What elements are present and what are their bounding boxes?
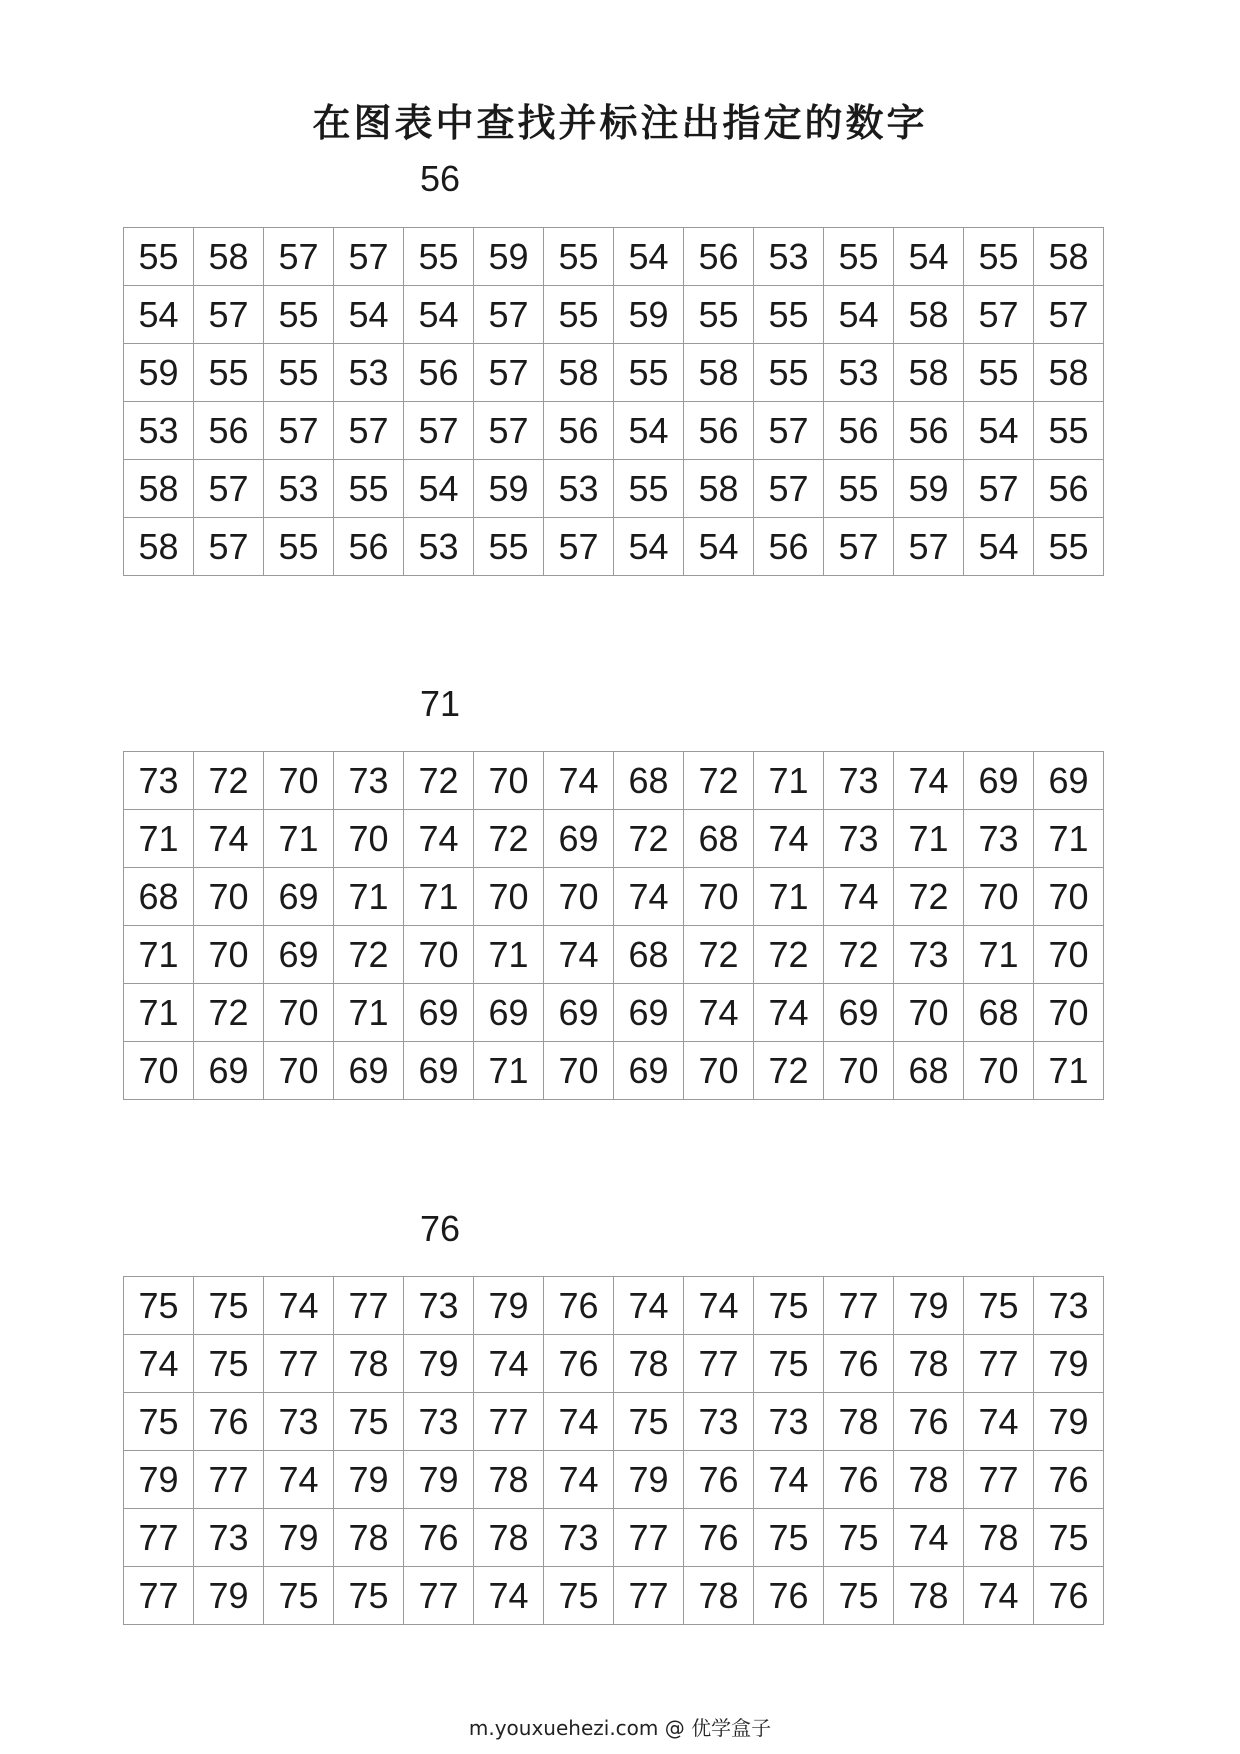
grid-cell[interactable]: 74 (264, 1277, 334, 1335)
grid-cell[interactable]: 73 (264, 1393, 334, 1451)
target-number-2: 71 (420, 683, 461, 724)
grid-row (124, 810, 1104, 868)
grid-cell[interactable]: 57 (404, 402, 474, 460)
number-grid-2 (123, 751, 1104, 1100)
grid-row (124, 402, 1104, 460)
grid-cell[interactable]: 77 (124, 1509, 194, 1567)
grid-cell[interactable]: 58 (1034, 344, 1104, 402)
grid-cell[interactable]: 78 (824, 1393, 894, 1451)
grid-cell[interactable]: 70 (124, 1042, 194, 1100)
grid-cell[interactable]: 69 (194, 1042, 264, 1100)
grid-cell[interactable]: 55 (1034, 518, 1104, 576)
grid-cell[interactable]: 70 (544, 1042, 614, 1100)
grid-cell[interactable]: 72 (754, 926, 824, 984)
grid-cell[interactable]: 58 (684, 460, 754, 518)
grid-cell[interactable]: 76 (684, 1509, 754, 1567)
target-number-3: 76 (420, 1208, 461, 1249)
grid-cell[interactable]: 57 (474, 402, 544, 460)
grid-cell[interactable]: 79 (334, 1451, 404, 1509)
grid-cell[interactable]: 76 (684, 1451, 754, 1509)
grid-cell[interactable]: 57 (264, 402, 334, 460)
grid-cell[interactable]: 77 (964, 1451, 1034, 1509)
grid-cell[interactable]: 57 (334, 402, 404, 460)
grid-cell[interactable]: 54 (824, 286, 894, 344)
grid-cell[interactable]: 76 (824, 1335, 894, 1393)
grid-cell[interactable]: 72 (894, 868, 964, 926)
grid-cell[interactable]: 53 (124, 402, 194, 460)
grid-cell[interactable]: 55 (544, 286, 614, 344)
grid-cell[interactable]: 75 (1034, 1509, 1104, 1567)
grid-cell[interactable]: 79 (404, 1335, 474, 1393)
grid-cell[interactable]: 54 (614, 228, 684, 286)
grid-cell[interactable]: 74 (264, 1451, 334, 1509)
grid-cell[interactable]: 71 (1034, 1042, 1104, 1100)
grid-cell[interactable]: 71 (264, 810, 334, 868)
grid-cell[interactable]: 58 (1034, 228, 1104, 286)
grid-cell[interactable]: 70 (684, 868, 754, 926)
grid-cell[interactable]: 55 (264, 286, 334, 344)
grid-cell[interactable]: 70 (964, 868, 1034, 926)
grid-cell[interactable]: 54 (124, 286, 194, 344)
grid-cell[interactable]: 57 (264, 228, 334, 286)
grid-cell[interactable]: 70 (684, 1042, 754, 1100)
grid-cell[interactable]: 75 (824, 1509, 894, 1567)
grid-cell[interactable]: 74 (964, 1567, 1034, 1625)
grid-cell[interactable]: 57 (474, 286, 544, 344)
grid-cell[interactable]: 69 (404, 1042, 474, 1100)
grid-row (124, 286, 1104, 344)
grid-cell[interactable]: 53 (404, 518, 474, 576)
grid-cell[interactable]: 70 (824, 1042, 894, 1100)
grid-cell[interactable]: 74 (544, 1393, 614, 1451)
grid-cell[interactable]: 68 (684, 810, 754, 868)
grid-cell[interactable]: 72 (194, 752, 264, 810)
grid-cell[interactable]: 74 (824, 868, 894, 926)
grid-cell[interactable]: 73 (1034, 1277, 1104, 1335)
grid-cell[interactable]: 77 (614, 1567, 684, 1625)
grid-cell[interactable]: 71 (754, 868, 824, 926)
grid-cell[interactable]: 77 (404, 1567, 474, 1625)
grid-cell[interactable]: 73 (894, 926, 964, 984)
grid-cell[interactable]: 76 (544, 1335, 614, 1393)
grid-cell[interactable]: 70 (894, 984, 964, 1042)
grid-cell[interactable]: 55 (964, 228, 1034, 286)
grid-cell[interactable]: 73 (824, 810, 894, 868)
grid-cell[interactable]: 72 (334, 926, 404, 984)
grid-cell[interactable]: 58 (124, 518, 194, 576)
grid-cell[interactable]: 54 (614, 518, 684, 576)
grid-cell[interactable]: 74 (404, 810, 474, 868)
grid-cell[interactable]: 76 (1034, 1451, 1104, 1509)
grid-cell[interactable]: 57 (894, 518, 964, 576)
grid-cell[interactable]: 57 (194, 460, 264, 518)
grid-cell[interactable]: 72 (684, 926, 754, 984)
grid-row (124, 1277, 1104, 1335)
grid-cell[interactable]: 72 (194, 984, 264, 1042)
grid-cell[interactable]: 56 (684, 228, 754, 286)
grid-row (124, 752, 1104, 810)
grid-cell[interactable]: 57 (544, 518, 614, 576)
grid-cell[interactable]: 69 (544, 984, 614, 1042)
grid-cell[interactable]: 71 (474, 1042, 544, 1100)
grid-cell[interactable]: 75 (194, 1277, 264, 1335)
grid-row (124, 1567, 1104, 1625)
grid-cell[interactable]: 69 (824, 984, 894, 1042)
grid-cell[interactable]: 56 (824, 402, 894, 460)
grid-cell[interactable]: 55 (124, 228, 194, 286)
grid-cell[interactable]: 74 (614, 868, 684, 926)
grid-cell[interactable]: 78 (614, 1335, 684, 1393)
grid-cell[interactable]: 55 (684, 286, 754, 344)
grid-cell[interactable]: 54 (334, 286, 404, 344)
grid-cell[interactable]: 56 (1034, 460, 1104, 518)
grid-cell[interactable]: 57 (194, 518, 264, 576)
target-number-1: 56 (420, 158, 461, 199)
grid-cell[interactable]: 53 (264, 460, 334, 518)
grid-cell[interactable]: 74 (684, 1277, 754, 1335)
grid-cell[interactable]: 69 (1034, 752, 1104, 810)
grid-cell[interactable]: 70 (544, 868, 614, 926)
grid-cell[interactable]: 75 (264, 1567, 334, 1625)
grid-cell[interactable]: 77 (684, 1335, 754, 1393)
grid-row (124, 1042, 1104, 1100)
grid-cell[interactable]: 71 (894, 810, 964, 868)
grid-cell[interactable]: 75 (754, 1509, 824, 1567)
grid-cell[interactable]: 57 (964, 460, 1034, 518)
grid-cell[interactable]: 77 (614, 1509, 684, 1567)
grid-cell[interactable]: 76 (754, 1567, 824, 1625)
grid-cell[interactable]: 73 (964, 810, 1034, 868)
grid-cell[interactable]: 71 (124, 984, 194, 1042)
grid-cell[interactable]: 74 (544, 1451, 614, 1509)
grid-cell[interactable]: 76 (894, 1393, 964, 1451)
grid-cell[interactable]: 78 (334, 1335, 404, 1393)
grid-cell[interactable]: 55 (754, 286, 824, 344)
grid-row (124, 1451, 1104, 1509)
grid-cell[interactable]: 53 (754, 228, 824, 286)
grid-cell[interactable]: 75 (754, 1277, 824, 1335)
grid-cell[interactable]: 68 (894, 1042, 964, 1100)
grid-cell[interactable]: 56 (404, 344, 474, 402)
grid-cell[interactable]: 78 (474, 1509, 544, 1567)
grid-cell[interactable]: 55 (1034, 402, 1104, 460)
grid-cell[interactable]: 69 (264, 868, 334, 926)
grid-cell[interactable]: 53 (824, 344, 894, 402)
grid-cell[interactable]: 71 (124, 926, 194, 984)
grid-cell[interactable]: 71 (404, 868, 474, 926)
grid-cell[interactable]: 79 (1034, 1335, 1104, 1393)
grid-cell[interactable]: 69 (544, 810, 614, 868)
grid-cell[interactable]: 54 (964, 402, 1034, 460)
grid-cell[interactable]: 59 (894, 460, 964, 518)
grid-cell[interactable]: 74 (124, 1335, 194, 1393)
grid-cell[interactable]: 55 (334, 460, 404, 518)
grid-cell[interactable]: 79 (404, 1451, 474, 1509)
grid-row (124, 518, 1104, 576)
grid-cell[interactable]: 74 (754, 1451, 824, 1509)
grid-cell[interactable]: 75 (124, 1277, 194, 1335)
grid-cell[interactable]: 55 (754, 344, 824, 402)
grid-cell[interactable]: 75 (124, 1393, 194, 1451)
grid-cell[interactable]: 68 (124, 868, 194, 926)
number-grid-1 (123, 227, 1104, 576)
grid-cell[interactable]: 75 (334, 1393, 404, 1451)
grid-cell[interactable]: 75 (614, 1393, 684, 1451)
grid-cell[interactable]: 70 (1034, 926, 1104, 984)
grid-cell[interactable]: 73 (754, 1393, 824, 1451)
grid-cell[interactable]: 72 (824, 926, 894, 984)
grid-cell[interactable]: 79 (474, 1277, 544, 1335)
grid-cell[interactable]: 70 (1034, 868, 1104, 926)
grid-cell[interactable]: 55 (264, 518, 334, 576)
grid-cell[interactable]: 70 (334, 810, 404, 868)
grid-cell[interactable]: 75 (964, 1277, 1034, 1335)
grid-cell[interactable]: 56 (544, 402, 614, 460)
grid-cell[interactable]: 69 (614, 984, 684, 1042)
grid-cell[interactable]: 69 (264, 926, 334, 984)
grid-cell[interactable]: 59 (614, 286, 684, 344)
grid-cell[interactable]: 75 (824, 1567, 894, 1625)
footer-watermark: m.youxuehezi.com @ 优学盒子 (468, 1716, 772, 1740)
grid-cell[interactable]: 57 (474, 344, 544, 402)
grid-cell[interactable]: 55 (824, 228, 894, 286)
grid-cell[interactable]: 55 (824, 460, 894, 518)
grid-cell[interactable]: 70 (264, 1042, 334, 1100)
grid-cell[interactable]: 73 (334, 752, 404, 810)
grid-cell[interactable]: 74 (614, 1277, 684, 1335)
grid-cell[interactable]: 74 (894, 1509, 964, 1567)
grid-cell[interactable]: 55 (474, 518, 544, 576)
grid-cell[interactable]: 69 (404, 984, 474, 1042)
grid-cell[interactable]: 58 (894, 344, 964, 402)
grid-cell[interactable]: 69 (334, 1042, 404, 1100)
grid-cell[interactable]: 68 (964, 984, 1034, 1042)
grid-cell[interactable]: 74 (754, 984, 824, 1042)
grid-cell[interactable]: 79 (194, 1567, 264, 1625)
grid-cell[interactable]: 58 (124, 460, 194, 518)
grid-cell[interactable]: 70 (194, 926, 264, 984)
grid-cell[interactable]: 70 (474, 868, 544, 926)
grid-cell[interactable]: 59 (474, 228, 544, 286)
grid-cell[interactable]: 59 (124, 344, 194, 402)
grid-cell[interactable]: 55 (404, 228, 474, 286)
grid-cell[interactable]: 73 (404, 1393, 474, 1451)
grid-cell[interactable]: 78 (684, 1567, 754, 1625)
grid-cell[interactable]: 78 (894, 1451, 964, 1509)
grid-row (124, 926, 1104, 984)
grid-cell[interactable]: 58 (194, 228, 264, 286)
grid-cell[interactable]: 56 (754, 518, 824, 576)
grid-row (124, 228, 1104, 286)
grid-cell[interactable]: 75 (544, 1567, 614, 1625)
grid-cell[interactable]: 55 (614, 460, 684, 518)
grid-cell[interactable]: 77 (124, 1567, 194, 1625)
grid-cell[interactable]: 77 (334, 1277, 404, 1335)
grid-cell[interactable]: 72 (474, 810, 544, 868)
grid-cell[interactable]: 76 (194, 1393, 264, 1451)
grid-cell[interactable]: 68 (614, 752, 684, 810)
grid-cell[interactable]: 54 (404, 460, 474, 518)
grid-cell[interactable]: 56 (894, 402, 964, 460)
grid-cell[interactable]: 73 (124, 752, 194, 810)
grid-cell[interactable]: 56 (334, 518, 404, 576)
grid-cell[interactable]: 70 (474, 752, 544, 810)
grid-cell[interactable]: 57 (334, 228, 404, 286)
grid-cell[interactable]: 70 (1034, 984, 1104, 1042)
grid-cell[interactable]: 70 (404, 926, 474, 984)
grid-cell[interactable]: 77 (824, 1277, 894, 1335)
grid-cell[interactable]: 55 (964, 344, 1034, 402)
grid-cell[interactable]: 79 (1034, 1393, 1104, 1451)
grid-cell[interactable]: 70 (264, 984, 334, 1042)
grid-row (124, 1509, 1104, 1567)
grid-row (124, 984, 1104, 1042)
grid-cell[interactable]: 56 (684, 402, 754, 460)
grid-cell[interactable]: 70 (194, 868, 264, 926)
grid-cell[interactable]: 74 (964, 1393, 1034, 1451)
grid-cell[interactable]: 55 (264, 344, 334, 402)
grid-cell[interactable]: 77 (474, 1393, 544, 1451)
grid-cell[interactable]: 55 (194, 344, 264, 402)
grid-cell[interactable]: 58 (544, 344, 614, 402)
grid-cell[interactable]: 71 (474, 926, 544, 984)
grid-cell[interactable]: 54 (684, 518, 754, 576)
grid-cell[interactable]: 76 (404, 1509, 474, 1567)
grid-cell[interactable]: 56 (194, 402, 264, 460)
grid-cell[interactable]: 72 (684, 752, 754, 810)
grid-cell[interactable]: 71 (334, 984, 404, 1042)
grid-cell[interactable]: 59 (474, 460, 544, 518)
grid-cell[interactable]: 74 (684, 984, 754, 1042)
grid-cell[interactable]: 74 (474, 1567, 544, 1625)
grid-cell[interactable]: 69 (964, 752, 1034, 810)
grid-cell[interactable]: 75 (334, 1567, 404, 1625)
grid-cell[interactable]: 78 (964, 1509, 1034, 1567)
grid-cell[interactable]: 78 (894, 1567, 964, 1625)
grid-cell[interactable]: 72 (614, 810, 684, 868)
grid-cell[interactable]: 74 (474, 1335, 544, 1393)
grid-cell[interactable]: 74 (544, 752, 614, 810)
grid-cell[interactable]: 53 (544, 460, 614, 518)
grid-cell[interactable]: 57 (1034, 286, 1104, 344)
grid-cell[interactable]: 74 (194, 810, 264, 868)
grid-cell[interactable]: 76 (824, 1451, 894, 1509)
grid-cell[interactable]: 73 (404, 1277, 474, 1335)
grid-cell[interactable]: 57 (754, 402, 824, 460)
grid-cell[interactable]: 75 (194, 1335, 264, 1393)
grid-cell[interactable]: 58 (684, 344, 754, 402)
grid-cell[interactable]: 69 (614, 1042, 684, 1100)
grid-cell[interactable]: 57 (824, 518, 894, 576)
grid-row (124, 868, 1104, 926)
grid-cell[interactable]: 71 (1034, 810, 1104, 868)
grid-cell[interactable]: 68 (614, 926, 684, 984)
grid-cell[interactable]: 77 (964, 1335, 1034, 1393)
grid-cell[interactable]: 79 (894, 1277, 964, 1335)
grid-cell[interactable]: 54 (614, 402, 684, 460)
grid-cell[interactable]: 54 (964, 518, 1034, 576)
grid-cell[interactable]: 79 (124, 1451, 194, 1509)
grid-cell[interactable]: 78 (474, 1451, 544, 1509)
grid-row (124, 344, 1104, 402)
grid-cell[interactable]: 55 (544, 228, 614, 286)
page-title: 在图表中查找并标注出指定的数字 (312, 101, 928, 145)
grid-cell[interactable]: 73 (194, 1509, 264, 1567)
grid-cell[interactable]: 74 (894, 752, 964, 810)
grid-cell[interactable]: 57 (964, 286, 1034, 344)
grid-cell[interactable]: 57 (194, 286, 264, 344)
grid-row (124, 1393, 1104, 1451)
grid-cell[interactable]: 73 (544, 1509, 614, 1567)
grid-cell[interactable]: 70 (264, 752, 334, 810)
grid-cell[interactable]: 71 (964, 926, 1034, 984)
grid-cell[interactable]: 54 (894, 228, 964, 286)
grid-cell[interactable]: 79 (264, 1509, 334, 1567)
grid-cell[interactable]: 73 (684, 1393, 754, 1451)
grid-cell[interactable]: 74 (544, 926, 614, 984)
grid-cell[interactable]: 78 (334, 1509, 404, 1567)
grid-cell[interactable]: 71 (124, 810, 194, 868)
grid-cell[interactable]: 74 (754, 810, 824, 868)
grid-cell[interactable]: 54 (404, 286, 474, 344)
grid-cell[interactable]: 77 (194, 1451, 264, 1509)
grid-cell[interactable]: 53 (334, 344, 404, 402)
grid-cell[interactable]: 75 (754, 1335, 824, 1393)
grid-cell[interactable]: 71 (334, 868, 404, 926)
grid-cell[interactable]: 79 (614, 1451, 684, 1509)
grid-row (124, 460, 1104, 518)
grid-row (124, 1335, 1104, 1393)
grid-cell[interactable]: 71 (754, 752, 824, 810)
grid-cell[interactable]: 73 (824, 752, 894, 810)
grid-cell[interactable]: 69 (474, 984, 544, 1042)
grid-cell[interactable]: 58 (894, 286, 964, 344)
grid-cell[interactable]: 76 (1034, 1567, 1104, 1625)
grid-cell[interactable]: 76 (544, 1277, 614, 1335)
grid-cell[interactable]: 55 (614, 344, 684, 402)
grid-cell[interactable]: 70 (964, 1042, 1034, 1100)
grid-cell[interactable]: 77 (264, 1335, 334, 1393)
grid-cell[interactable]: 72 (404, 752, 474, 810)
number-grid-3 (123, 1276, 1104, 1625)
grid-cell[interactable]: 72 (754, 1042, 824, 1100)
grid-cell[interactable]: 57 (754, 460, 824, 518)
grid-cell[interactable]: 78 (894, 1335, 964, 1393)
